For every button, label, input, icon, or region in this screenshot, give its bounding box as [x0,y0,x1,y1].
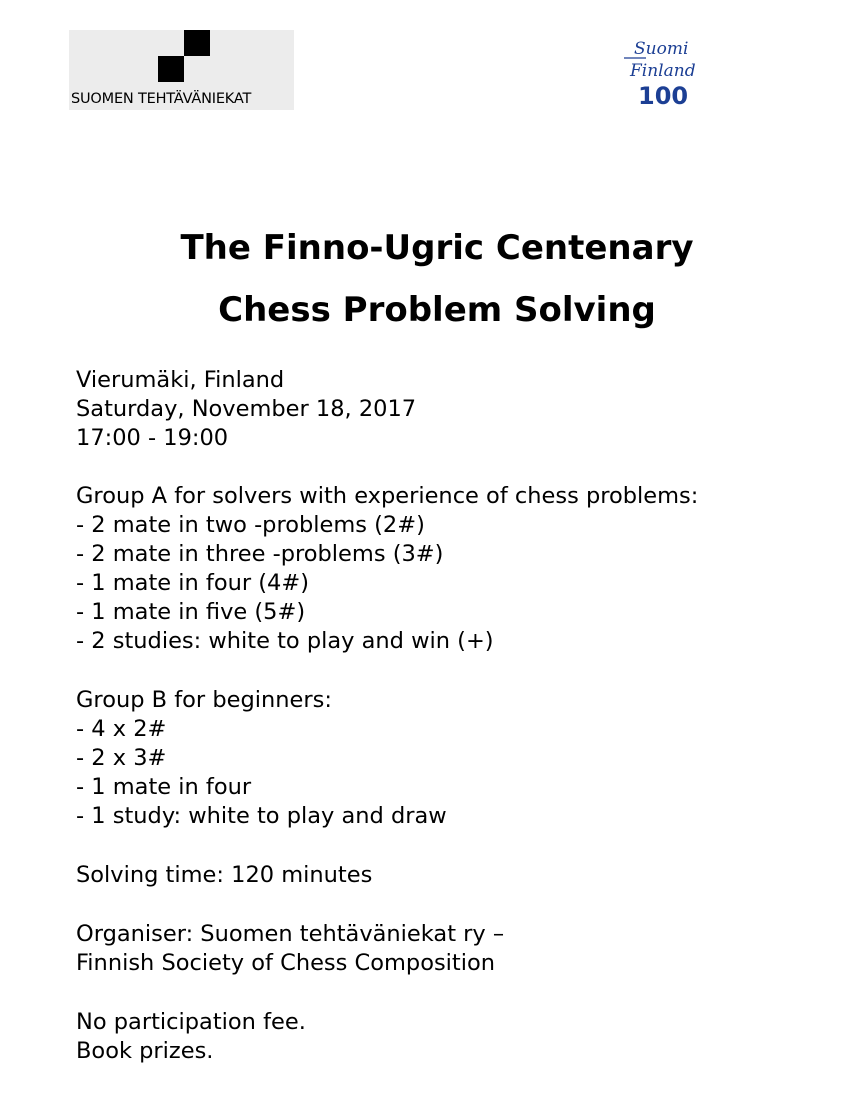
group-a-heading: Group A for solvers with experience of chess problems: [76,483,699,509]
group-b-item: - 2 x 3# [76,745,167,771]
event-location: Vierumäki, Finland [76,367,285,393]
logo-100-text: 100 [638,82,689,110]
group-a-item: - 2 mate in three -problems (3#) [76,541,444,567]
suomi-finland-100-logo [620,34,730,114]
group-b-item: - 1 study: white to play and draw [76,803,447,829]
solving-time: Solving time: 120 minutes [76,862,373,888]
organiser-line-1: Organiser: Suomen tehtäväniekat ry – [76,921,505,947]
logo-finland-text: Finland [630,61,696,81]
group-a-item: - 2 mate in two -problems (2#) [76,512,425,538]
event-time: 17:00 - 19:00 [76,425,229,451]
logo-suomi-text: Suomi [634,39,689,59]
participation-fee: No participation fee. [76,1009,306,1035]
group-b-heading: Group B for beginners: [76,687,332,713]
group-b-item: - 4 x 2# [76,716,167,742]
group-a-item: - 1 mate in four (4#) [76,570,309,596]
group-b-item: - 1 mate in four [76,774,252,800]
book-prizes: Book prizes. [76,1038,214,1064]
group-a-item: - 1 mate in five (5#) [76,599,306,625]
page-title-line-1: The Finno-Ugric Centenary [180,228,694,268]
organiser-line-2: Finnish Society of Chess Composition [76,950,496,976]
group-a-item: - 2 studies: white to play and win (+) [76,628,494,654]
suomen-tehtavaniekat-logo [69,30,294,110]
page-title-line-2: Chess Problem Solving [218,290,656,330]
event-date: Saturday, November 18, 2017 [76,396,417,422]
logo-left-text: SUOMEN TEHTÄVÄNIEKAT [71,91,252,107]
